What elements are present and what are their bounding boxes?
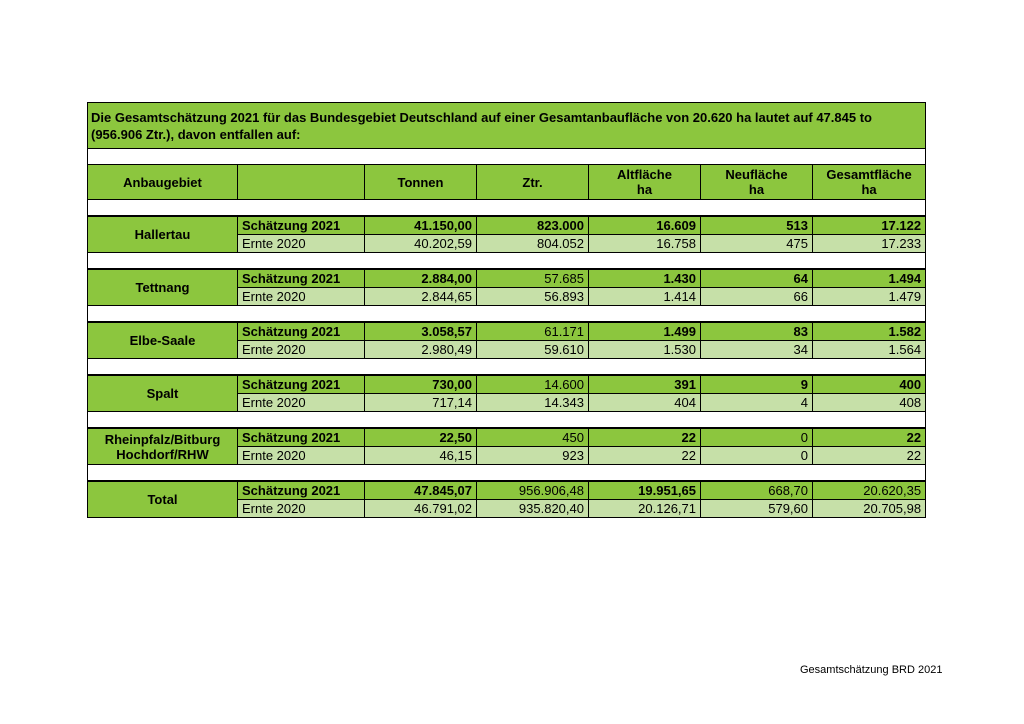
cell-tonnen: 730,00 [365, 375, 477, 394]
cell-altflaeche: 1.530 [589, 341, 701, 359]
cell-ztr: 61.171 [477, 322, 589, 341]
header-altflaeche: Altfläche ha [589, 165, 701, 200]
header-tonnen: Tonnen [365, 165, 477, 200]
cell-altflaeche: 16.609 [589, 216, 701, 235]
cell-altflaeche: 22 [589, 428, 701, 447]
cell-tonnen: 47.845,07 [365, 481, 477, 500]
cell-gesamtflaeche: 400 [813, 375, 926, 394]
row-label-harvest: Ernte 2020 [238, 235, 365, 253]
cell-gesamtflaeche: 20.705,98 [813, 500, 926, 518]
cell-neuflaeche: 4 [701, 394, 813, 412]
header-neuflaeche: Neufläche ha [701, 165, 813, 200]
row-label-harvest: Ernte 2020 [238, 447, 365, 465]
cell-tonnen: 22,50 [365, 428, 477, 447]
cell-tonnen: 2.980,49 [365, 341, 477, 359]
cell-tonnen: 46,15 [365, 447, 477, 465]
cell-ztr: 57.685 [477, 269, 589, 288]
cell-gesamtflaeche: 1.582 [813, 322, 926, 341]
cell-altflaeche: 404 [589, 394, 701, 412]
table-title: Die Gesamtschätzung 2021 für das Bundesgebiet Deutschland auf einer Gesamtanbaufläche von 20.620 ha lautet auf 47.845 to (956.906 Ztr.), davon entfallen auf: [88, 103, 926, 149]
cell-ztr: 14.600 [477, 375, 589, 394]
cell-neuflaeche: 475 [701, 235, 813, 253]
region-hallertau: Hallertau [88, 216, 238, 253]
row-label-harvest: Ernte 2020 [238, 341, 365, 359]
row-label-estimate: Schätzung 2021 [238, 269, 365, 288]
cell-ztr: 935.820,40 [477, 500, 589, 518]
header-empty [238, 165, 365, 200]
cell-altflaeche: 22 [589, 447, 701, 465]
row-label-estimate: Schätzung 2021 [238, 481, 365, 500]
spacer-row [88, 465, 926, 482]
cell-gesamtflaeche: 1.494 [813, 269, 926, 288]
cell-neuflaeche: 579,60 [701, 500, 813, 518]
cell-altflaeche: 1.414 [589, 288, 701, 306]
spacer-row [88, 200, 926, 217]
cell-ztr: 823.000 [477, 216, 589, 235]
row-label-estimate: Schätzung 2021 [238, 375, 365, 394]
cell-neuflaeche: 513 [701, 216, 813, 235]
cell-ztr: 450 [477, 428, 589, 447]
cell-neuflaeche: 668,70 [701, 481, 813, 500]
row-label-estimate: Schätzung 2021 [238, 322, 365, 341]
cell-tonnen: 717,14 [365, 394, 477, 412]
header-gesamtflaeche: Gesamtfläche ha [813, 165, 926, 200]
cell-ztr: 59.610 [477, 341, 589, 359]
cell-neuflaeche: 0 [701, 447, 813, 465]
spacer-row [88, 359, 926, 376]
cell-altflaeche: 1.430 [589, 269, 701, 288]
cell-neuflaeche: 34 [701, 341, 813, 359]
cell-neuflaeche: 66 [701, 288, 813, 306]
region-spalt: Spalt [88, 375, 238, 412]
spacer-row [88, 253, 926, 270]
region-total: Total [88, 481, 238, 518]
cell-altflaeche: 16.758 [589, 235, 701, 253]
cell-neuflaeche: 9 [701, 375, 813, 394]
row-label-estimate: Schätzung 2021 [238, 428, 365, 447]
cell-gesamtflaeche: 408 [813, 394, 926, 412]
spacer-row [88, 149, 926, 165]
cell-gesamtflaeche: 1.564 [813, 341, 926, 359]
row-label-harvest: Ernte 2020 [238, 288, 365, 306]
spacer-row [88, 306, 926, 323]
row-label-harvest: Ernte 2020 [238, 500, 365, 518]
cell-gesamtflaeche: 22 [813, 428, 926, 447]
hop-estimate-table [87, 102, 926, 518]
cell-tonnen: 40.202,59 [365, 235, 477, 253]
cell-tonnen: 2.884,00 [365, 269, 477, 288]
cell-gesamtflaeche: 17.122 [813, 216, 926, 235]
cell-ztr: 804.052 [477, 235, 589, 253]
cell-gesamtflaeche: 20.620,35 [813, 481, 926, 500]
cell-ztr: 14.343 [477, 394, 589, 412]
cell-tonnen: 3.058,57 [365, 322, 477, 341]
cell-ztr: 956.906,48 [477, 481, 589, 500]
page-footer: Gesamtschätzung BRD 2021 [800, 664, 943, 676]
cell-tonnen: 46.791,02 [365, 500, 477, 518]
cell-gesamtflaeche: 17.233 [813, 235, 926, 253]
row-label-harvest: Ernte 2020 [238, 394, 365, 412]
row-label-estimate: Schätzung 2021 [238, 216, 365, 235]
cell-altflaeche: 391 [589, 375, 701, 394]
region-elbe-saale: Elbe-Saale [88, 322, 238, 359]
cell-gesamtflaeche: 1.479 [813, 288, 926, 306]
header-anbaugebiet: Anbaugebiet [88, 165, 238, 200]
cell-neuflaeche: 0 [701, 428, 813, 447]
region-tettnang: Tettnang [88, 269, 238, 306]
cell-neuflaeche: 64 [701, 269, 813, 288]
cell-neuflaeche: 83 [701, 322, 813, 341]
cell-ztr: 56.893 [477, 288, 589, 306]
cell-altflaeche: 1.499 [589, 322, 701, 341]
region-rheinpfalz-bitburg-hochdorf: Rheinpfalz/Bitburg Hochdorf/RHW [88, 428, 238, 465]
cell-tonnen: 41.150,00 [365, 216, 477, 235]
cell-ztr: 923 [477, 447, 589, 465]
cell-tonnen: 2.844,65 [365, 288, 477, 306]
header-ztr: Ztr. [477, 165, 589, 200]
cell-altflaeche: 20.126,71 [589, 500, 701, 518]
cell-altflaeche: 19.951,65 [589, 481, 701, 500]
spacer-row [88, 412, 926, 429]
cell-gesamtflaeche: 22 [813, 447, 926, 465]
